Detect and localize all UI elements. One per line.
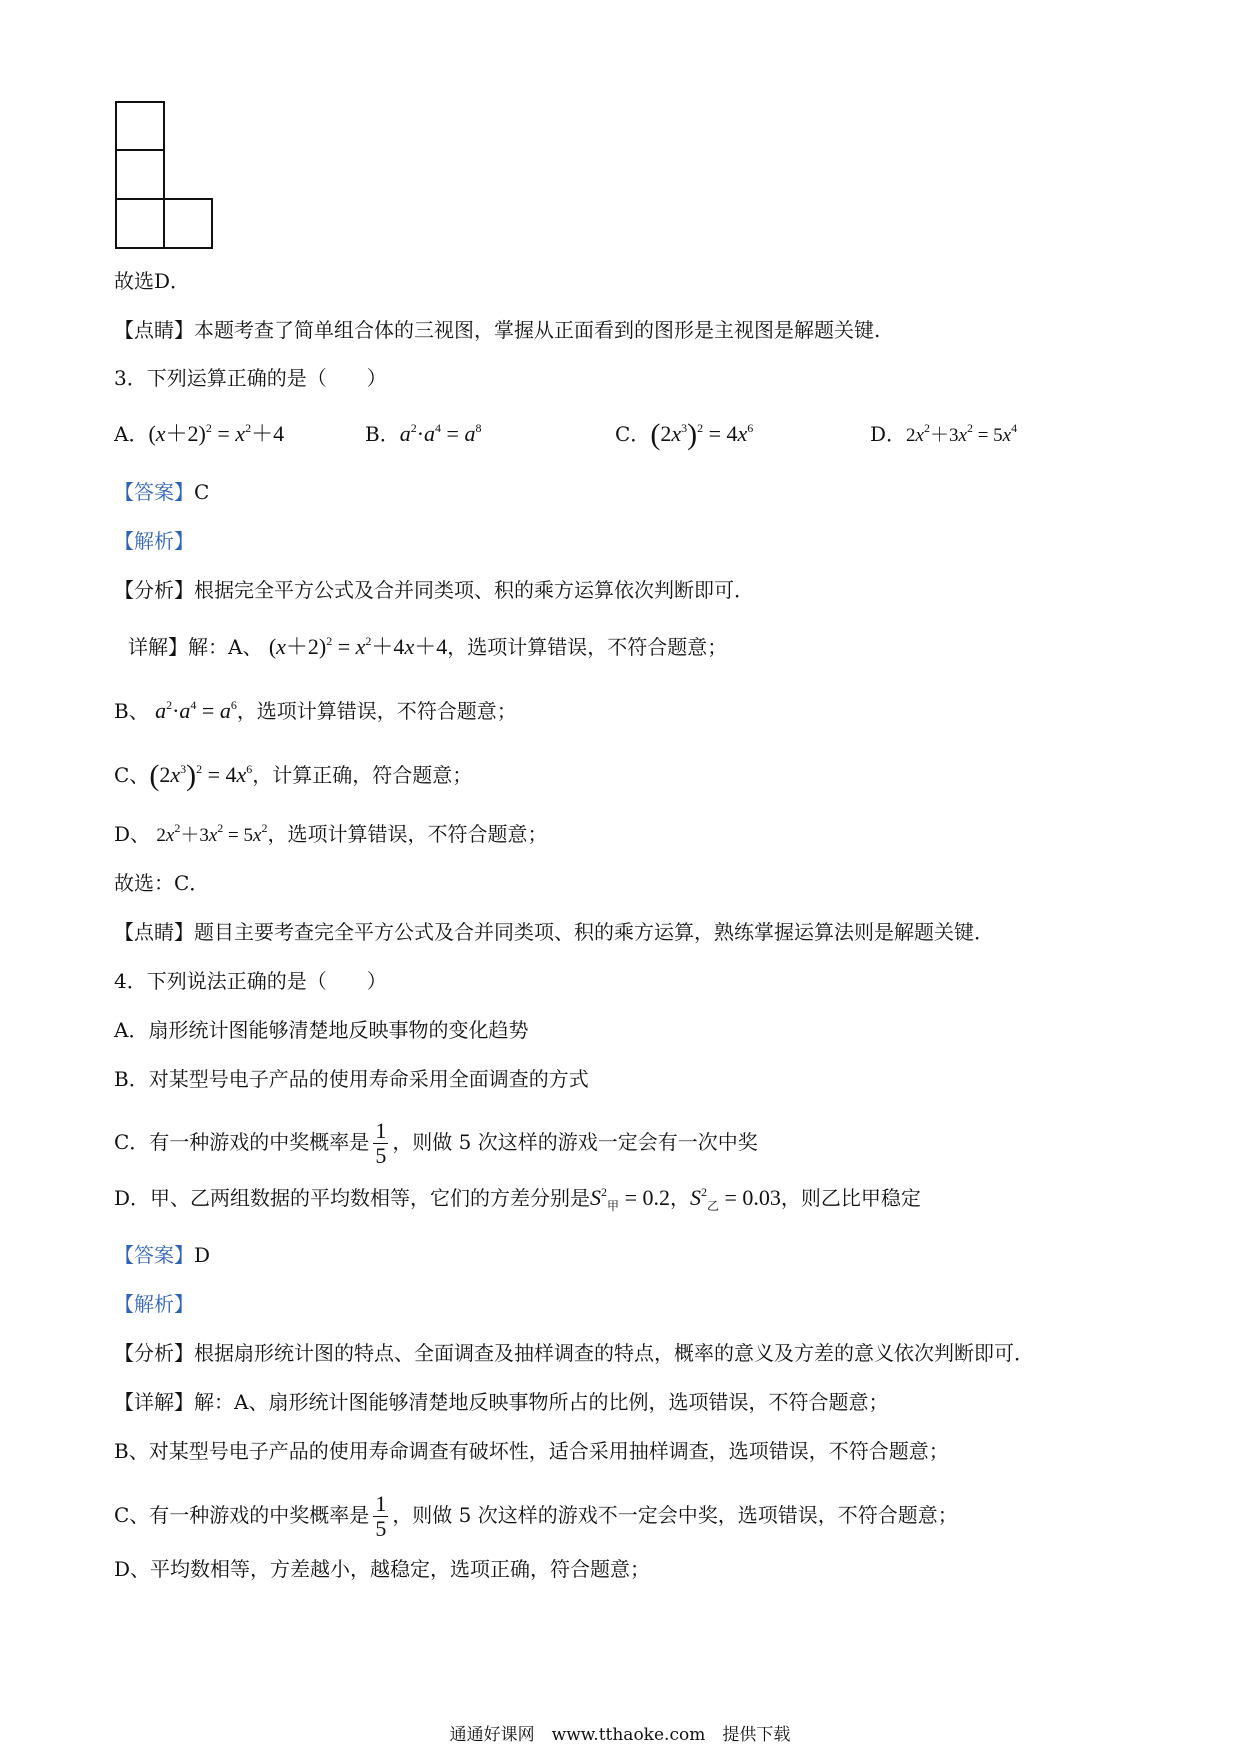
variance-jia: $S^2_甲 = 0.2$	[590, 1185, 670, 1213]
formula: $a^2\cdot a^4 = a^6$	[155, 698, 237, 723]
q4-option-a: A．扇形统计图能够清楚地反映事物的变化趋势	[114, 1018, 529, 1042]
q3-analysis	[114, 577, 754, 603]
q3-detail-a	[128, 634, 727, 660]
q4-detail-a: 【详解】解：A、扇形统计图能够清楚地反映事物所占的比例，选项错误，不符合题意；	[114, 1390, 889, 1414]
detail-text: C、有一种游戏的中奖概率是	[114, 1503, 370, 1527]
q3-comment	[114, 919, 994, 945]
q3-option-d	[870, 421, 1017, 449]
analysis-text: 根据扇形统计图的特点、全面调查及抽样调查的特点，概率的意义及方差的意义依次判断即可．	[194, 1341, 1034, 1365]
fraction-one-fifth: $\frac{1}{5}$	[375, 1491, 387, 1541]
figure-square-bottom-right	[163, 198, 213, 249]
formula: $2x^2+3x^2 = 5x^2$	[156, 821, 268, 846]
q2-choose: 故选D．	[114, 269, 191, 293]
option-tail: ，则乙比甲稳定	[780, 1186, 921, 1210]
detail-tail: ，选项计算错误，不符合题意；	[267, 822, 548, 846]
formula: $(x+2)^2 = x^2+4$	[148, 421, 285, 446]
comment-text: 题目主要考查完全平方公式及合并同类项、积的乘方运算，熟练掌握运算法则是解题关键．	[194, 920, 994, 944]
detail-tail: ，选项计算错误，不符合题意；	[447, 635, 728, 659]
formula: $(2x^3)^2 = 4x^6$	[650, 418, 754, 451]
q4-detail-b: B、对某型号电子产品的使用寿命调查有破坏性，适合采用抽样调查，选项错误，不符合题意；	[114, 1439, 949, 1463]
answer-tag: 【答案】	[114, 1243, 194, 1267]
q3-detail-c	[114, 759, 473, 792]
detail-tail: ，则做 5 次这样的游戏不一定会中奖，选项错误，不符合题意；	[392, 1503, 958, 1527]
q3-detail-d	[114, 821, 547, 849]
q4-detail-c	[114, 1485, 958, 1545]
formula: $(x+2)^2 = x^2+4x+4$	[268, 634, 448, 659]
analysis-tag: 【分析】	[114, 578, 194, 602]
detail-prefix: 详解】解：A、	[128, 635, 263, 659]
formula: $(2x^3)^2 = 4x^6$	[149, 759, 253, 792]
analysis-tag: 【分析】	[114, 1341, 194, 1365]
comment-tag: 【点睛】	[114, 920, 194, 944]
separator: ，	[669, 1186, 690, 1210]
variance-yi: $S^2_乙 = 0.03$	[689, 1185, 781, 1213]
comment-tag: 【点睛】	[114, 318, 194, 342]
page-footer: 通通好课网 www.tthaoke.com 提供下载	[449, 1725, 791, 1745]
option-tail: ，则做 5 次这样的游戏一定会有一次中奖	[392, 1130, 758, 1154]
answer-value: C	[194, 480, 210, 504]
detail-prefix: D、	[114, 822, 151, 846]
answer-tag: 【答案】	[114, 480, 194, 504]
option-label: B．	[365, 422, 400, 446]
detail-prefix: B、	[114, 699, 149, 723]
q3-detail-b	[114, 698, 517, 724]
q3-option-a	[114, 421, 284, 447]
q4-option-c	[114, 1112, 758, 1172]
option-label: D．	[870, 422, 907, 446]
comment-text: 本题考查了简单组合体的三视图，掌握从正面看到的图形是主视图是解题关键.	[194, 318, 881, 342]
q3-stem: 3．下列运算正确的是（ ）	[114, 366, 387, 390]
figure-square-top	[115, 101, 165, 151]
q3-option-c	[615, 418, 754, 451]
option-text: D．甲、乙两组数据的平均数相等，它们的方差分别是	[114, 1186, 591, 1210]
figure-square-bottom-left	[115, 198, 165, 249]
q4-stem: 4．下列说法正确的是（ ）	[114, 969, 387, 993]
formula: $2x^2+3x^2 = 5x^4$	[906, 421, 1018, 446]
q3-choose: 故选：C．	[114, 871, 210, 895]
analysis-text: 根据完全平方公式及合并同类项、积的乘方运算依次判断即可．	[194, 578, 754, 602]
option-label: C．	[615, 422, 651, 446]
option-label: A．	[114, 422, 149, 446]
q4-answer	[114, 1242, 210, 1268]
detail-tail: ，计算正确，符合题意；	[252, 763, 473, 787]
formula: $a^2\cdot a^4 = a^8$	[399, 421, 482, 446]
q4-jiexi-tag: 【解析】	[114, 1292, 194, 1316]
q3-option-b	[365, 421, 481, 447]
option-text: C．有一种游戏的中奖概率是	[114, 1130, 370, 1154]
detail-prefix: C、	[114, 763, 150, 787]
answer-value: D	[194, 1243, 211, 1267]
q4-detail-d: D、平均数相等，方差越小，越稳定，选项正确，符合题意；	[114, 1557, 651, 1581]
q3-jiexi-tag: 【解析】	[114, 529, 194, 553]
q4-option-d	[114, 1185, 921, 1211]
q4-analysis	[114, 1340, 1034, 1366]
q3-answer	[114, 479, 209, 505]
fraction-one-fifth: $\frac{1}{5}$	[375, 1118, 387, 1168]
q4-option-b: B．对某型号电子产品的使用寿命采用全面调查的方式	[114, 1067, 589, 1091]
figure-square-middle	[115, 149, 165, 200]
q2-comment	[114, 317, 880, 343]
detail-tail: ，选项计算错误，不符合题意；	[236, 699, 517, 723]
